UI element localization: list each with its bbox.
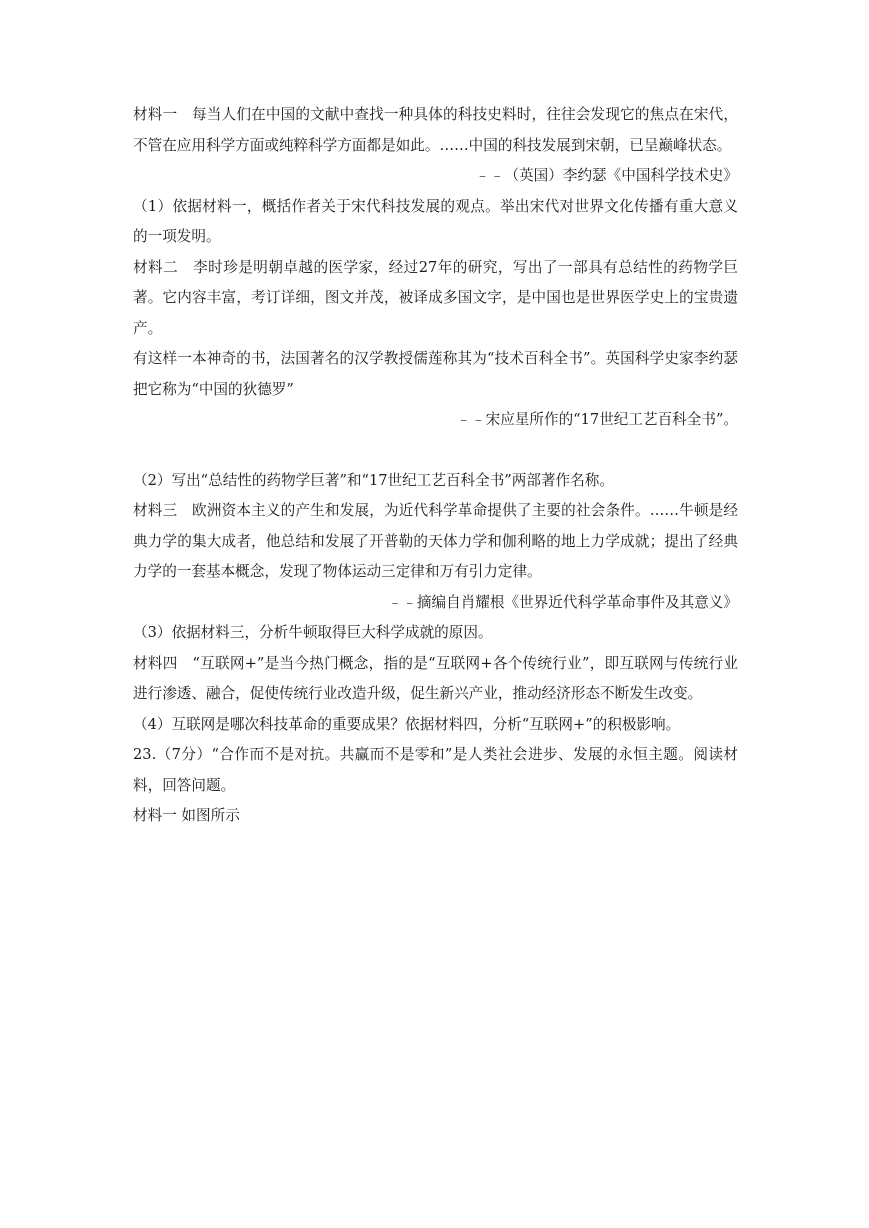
question-1: （1）依据材料一，概括作者关于宋代科技发展的观点。举出宋代对世界文化传播有重大意义的一项发明。 bbox=[133, 197, 738, 245]
material-2-text: 材料二 李时珍是明朝卓越的医学家，经过27年的研究，写出了一部具有总结性的药物学巨著。它内容丰富，考订详细，图文并茂，被译成多国文字，是中国也是世界医学史上的宝贵遗产。 bbox=[133, 258, 738, 337]
material-1-text: 材料一 每当人们在中国的文献中查找一种具体的科技史料时，往往会发现它的焦点在宋代，不管在应用科学方面或纯粹科学方面都是如此。……中国的科技发展到宋朝，已呈巅峰状态。 bbox=[133, 106, 738, 154]
material-3-text: 材料三 欧洲资本主义的产生和发展，为近代科学革命提供了主要的社会条件。……牛顿是经典力学的集大成者，他总结和发展了开普勒的天体力学和伽利略的地上力学成就；提出了经典力学的一套基本概念，发现了物体运动三定律和万有引力定律。 bbox=[133, 502, 738, 580]
question-23-stem: 23.（7分）“合作而不是对抗。共赢而不是零和”是人类社会进步、发展的永恒主题。阅读材料，回答问题。 bbox=[133, 746, 738, 794]
question-2: （2）写出“总结性的药物学巨著”和“17世纪工艺百科全书”两部著作名称。 bbox=[133, 471, 614, 489]
document-page bbox=[133, 100, 738, 832]
material-4-text: 材料四 “互联网+”是当今热门概念，指的是“互联网+各个传统行业”，即互联网与传统行业进行渗透、融合，促使传统行业改造升级，促生新兴产业，推动经济形态不断发生改变。 bbox=[133, 654, 738, 702]
material-1-source: ﹣﹣（英国）李约瑟《中国科学技术史》 bbox=[475, 167, 738, 184]
material-2-source: ﹣﹣宋应星所作的“17世纪工艺百科全书”。 bbox=[456, 411, 738, 428]
question-23-material-1: 材料一 如图所示 bbox=[133, 807, 240, 824]
question-4: （4）互联网是哪次科技革命的重要成果？依据材料四，分析“互联网+”的积极影响。 bbox=[133, 715, 681, 733]
material-2-extra: 有这样一本神奇的书，法国著名的汉学教授儒莲称其为“技术百科全书”。英国科学史家李约瑟把它称为“中国的狄德罗” bbox=[133, 350, 738, 398]
material-3-source: ﹣﹣摘编自肖耀根《世界近代科学革命事件及其意义》 bbox=[387, 593, 738, 611]
question-3: （3）依据材料三，分析牛顿取得巨大科学成就的原因。 bbox=[133, 624, 493, 641]
blank-line bbox=[133, 436, 738, 466]
